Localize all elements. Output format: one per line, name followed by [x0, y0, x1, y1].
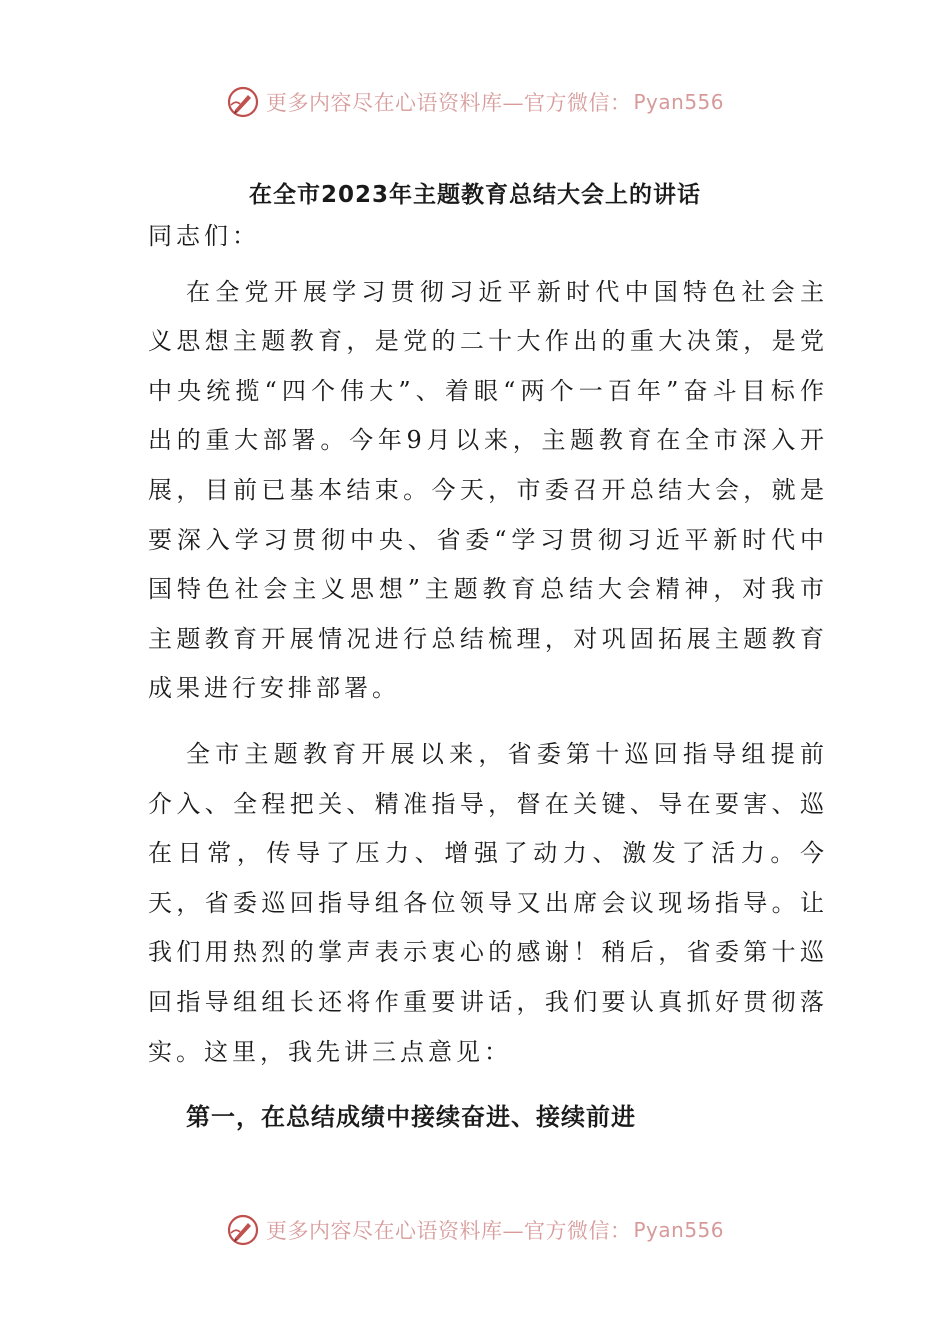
pen-logo-icon [226, 85, 260, 119]
document-body [148, 212, 828, 1143]
section-heading: 第一，在总结成绩中接续奋进、接续前进 [186, 1103, 636, 1132]
document-title: 在全市2023年主题教育总结大会上的讲话 [248, 182, 701, 208]
watermark-header [0, 84, 950, 120]
watermark-wechat-id: Pyan556 [633, 90, 724, 114]
pen-logo-icon [226, 1213, 260, 1247]
watermark-text: 更多内容尽在心语资料库—官方微信： [265, 1219, 632, 1243]
watermark-wechat-id: Pyan556 [633, 1218, 724, 1242]
watermark-footer [0, 1212, 950, 1248]
paragraph-2: 全市主题教育开展以来，省委第十巡回指导组提前介入、全程把关、精准指导，督在关键、导在要害、巡在日常，传导了压力、增强了动力、激发了活力。今天，省委巡回指导组各位领导又出席会议现场指导。让我们用热烈的掌声表示衷心的感谢！稍后，省委第十巡回指导组组长还将作重要讲话，我们要认真抓好贯彻落实。这里，我先讲三点意见： [148, 739, 828, 1066]
greeting: 同志们： [148, 222, 260, 250]
paragraph-1: 在全党开展学习贯彻习近平新时代中国特色社会主义思想主题教育，是党的二十大作出的重大决策，是党中央统揽“四个伟大”、着眼“两个一百年”奋斗目标作出的重大部署。今年9月以来，主题教育在全市深入开展，目前已基本结束。今天，市委召开总结大会，就是要深入学习贯彻中央、省委“学习贯彻习近平新时代中国特色社会主义思想”主题教育总结大会精神，对我市主题教育开展情况进行总结梳理，对巩固拓展主题教育成果进行安排部署。 [148, 277, 828, 703]
watermark-text: 更多内容尽在心语资料库—官方微信： [265, 91, 632, 115]
